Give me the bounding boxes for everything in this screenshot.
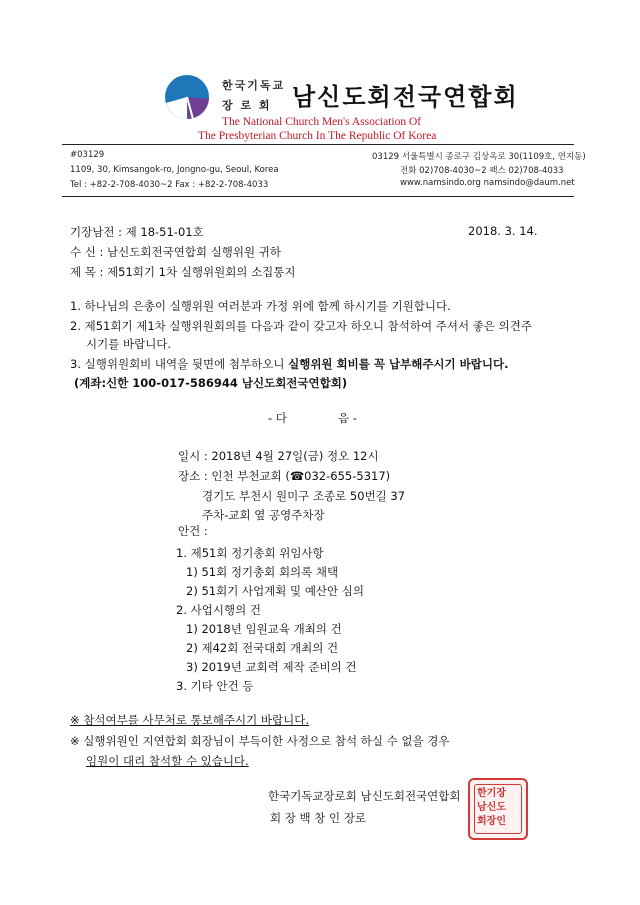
contact-address-en: 1109, 30, Kimsangok-ro, Jongno-gu, Seoul, Korea (70, 165, 279, 175)
org-name: 남신도회전국연합회 (292, 83, 519, 111)
contact-zip: #03129 (70, 150, 105, 160)
logo-icon (163, 73, 211, 121)
english-name-line2: The Presbyterian Church In The Republic Of Korea (198, 130, 437, 142)
recipient-line: 수 신 : 남신도회전국연합회 실행위원 귀하 (70, 245, 282, 259)
bank-account: (계좌:신한 100-017-586944 남신도회전국연합회) (74, 376, 348, 390)
paragraph-2-line1: 2. 제51회기 제1차 실행위원회의를 다음과 같이 갖고자 하오니 참석하여 주셔서 좋은 의견주 (70, 319, 532, 333)
note-proxy-line2: 임원이 대리 참석할 수 있습니다. (86, 754, 249, 768)
paragraph-3-emphasis: 실행위원 회비를 꼭 납부해주시기 바랍니다. (288, 357, 509, 371)
agenda-subitem: 2) 제42회 전국대회 개최의 건 (186, 641, 339, 655)
paragraph-3 (70, 356, 508, 372)
subject-line: 제 목 : 제51회기 1차 실행위원회의 소집통지 (70, 265, 296, 279)
agenda-subitem: 2) 51회기 사업계획 및 예산안 심의 (186, 584, 365, 598)
note-rsvp: ※ 참석여부를 사무처로 통보해주시기 바랍니다. (70, 713, 309, 727)
contact-divider (62, 196, 574, 197)
document-date: 2018. 3. 14. (468, 224, 538, 238)
agenda-subitem: 1) 51회 정기총회 회의록 채택 (186, 565, 339, 579)
meeting-datetime: 일시 : 2018년 4월 27일(금) 정오 12시 (178, 449, 379, 463)
contact-web: www.namsindo.org namsindo@daum.net (400, 178, 575, 188)
paragraph-2-line2: 시기를 바랍니다. (86, 337, 172, 351)
note-proxy-line1: ※ 실행위원인 지연합회 회장님이 부득이한 사정으로 참석 하실 수 없을 경우 (70, 734, 450, 748)
agenda-item: 1. 제51회 정기총회 위임사항 (176, 546, 324, 560)
contact-address-ko: 03129 서울특별시 종로구 김상옥로 30(1109호, 연지동) (372, 152, 586, 162)
notice-heading-left: - 다 (268, 411, 287, 425)
document-number: 기장남전 : 제 18-51-01호 (70, 225, 204, 239)
org-small-line1: 한국기독교 (222, 79, 286, 92)
meeting-address: 경기도 부천시 원미구 조종로 50번길 37 (202, 489, 406, 503)
notice-heading-right: 음 - (338, 411, 357, 425)
agenda-item: 3. 기타 안건 등 (176, 679, 254, 693)
meeting-parking: 주차-교회 옆 공영주차장 (202, 508, 325, 522)
signature-org: 한국기독교장로회 남신도회전국연합회 (268, 789, 461, 803)
agenda-subitem: 3) 2019년 교회력 제작 준비의 건 (186, 660, 357, 674)
association-logo (163, 73, 211, 121)
contact-phone-en: Tel : +82-2-708-4030~2 Fax : +82-2-708-4033 (70, 180, 269, 190)
english-name-line1: The National Church Men's Association Of (222, 116, 422, 128)
meeting-place: 장소 : 인천 부천교회 (☎032-655-5317) (178, 469, 391, 483)
header-divider (62, 144, 574, 145)
official-seal: 한기장 남신도 회장인 (468, 778, 528, 840)
agenda-label: 안건 : (178, 524, 208, 538)
signature-title: 회 장 백 창 인 장로 (270, 811, 367, 825)
agenda-subitem: 1) 2018년 임원교육 개최의 건 (186, 622, 342, 636)
contact-phone-ko: 전화 02)708-4030~2 팩스 02)708-4033 (400, 166, 564, 176)
agenda-item: 2. 사업시행의 건 (176, 603, 261, 617)
paragraph-3-text: 3. 실행위원회비 내역을 뒷면에 첨부하오니 (70, 357, 289, 371)
org-small-line2: 장 로 회 (222, 99, 272, 112)
paragraph-1: 1. 하나님의 은총이 실행위원 여러분과 가정 위에 함께 하시기를 기원합니다. (70, 299, 451, 313)
